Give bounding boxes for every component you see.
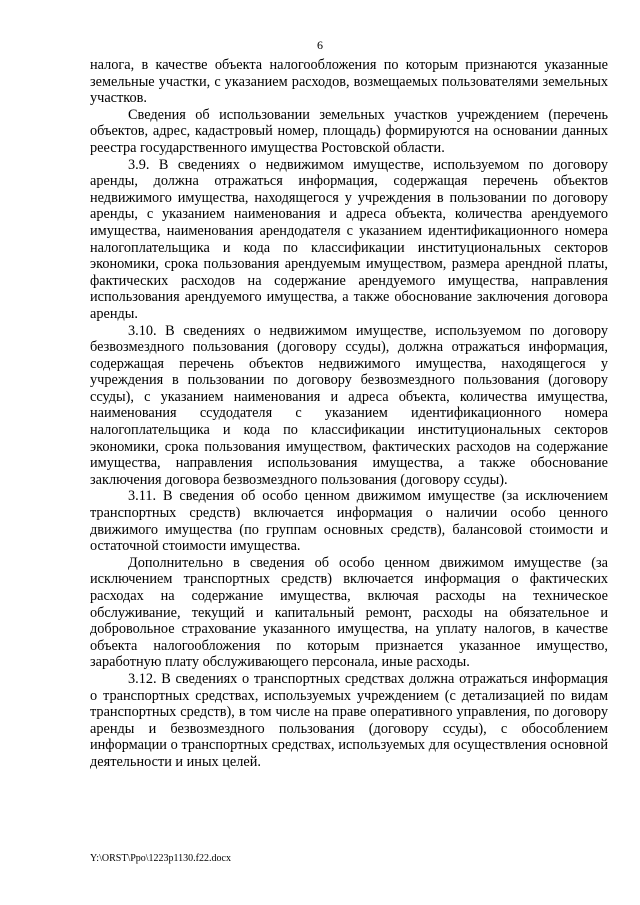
paragraph-3-11: 3.11. В сведения об особо ценном движимом имуществе (за исключением транспортных средств) включается информация о наличии особо ценного движимого имущества (по группам основных средств), балансовой стоимости и остаточной стоимости имущества. [90,488,608,555]
paragraph-continuation: налога, в качестве объекта налогообложения по которым признаются указанные земельные участки, с указанием расходов, возмещаемых пользователями земельных участков. [90,57,608,107]
paragraph-additional-info: Дополнительно в сведения об особо ценном движимом имуществе (за исключением транспортных средств) включается информация о фактических расходах на содержание имущества, включая расходы на техническое обслуживание, текущий и капитальный ремонт, расходы на обязательное и добровольное страхование указанного имущества, на уплату налогов, в качестве объекта налогообложения по которым признается указанное имущество, заработную плату обслуживающего персонала, иные расходы. [90,554,608,671]
paragraph-land-usage: Сведения об использовании земельных участков учреждением (перечень объектов, адрес, кадастровый номер, площадь) формируются на основании данных реестра государственного имущества Ростовской области. [90,106,608,156]
page-number: 6 [317,38,323,52]
paragraph-3-9: 3.9. В сведениях о недвижимом имуществе, используемом по договору аренды, должна отражаться информация, содержащая перечень объектов недвижимого имущества, находящегося у учреждения в пользовании по договору аренды, с указанием наименования и адреса объекта, количества арендуемого имущества, наименования арендодателя с указанием идентификационного номера налогоплательщика и кода по классификации институциональных секторов экономики, срока пользования арендуемым имуществом, размера арендной платы, фактических расходов на содержание арендуемого имущества, направления использования арендуемого имущества, а также обоснование заключения договора аренды. [90,156,608,322]
document-body [90,57,608,771]
paragraph-3-12: 3.12. В сведениях о транспортных средствах должна отражаться информация о транспортных средствах, используемых учреждением (с детализацией по видам транспортных средств), в том числе на праве оперативного управления, по договору аренды и безвозмездного пользования (договору ссуды), с обособлением информации о транспортных средствах, используемых для осуществления основной деятельности и иных целей. [90,670,608,770]
footer-file-path: Y:\ORST\Ppo\1223p1130.f22.docx [90,853,231,864]
paragraph-3-10: 3.10. В сведениях о недвижимом имуществе, используемом по договору безвозмездного пользования (договору ссуды), должна отражаться информация, содержащая перечень объектов недвижимого имущества, находящегося у учреждения в пользовании по договору безвозмездного пользования (договору ссуды), с указанием наименования и адреса объекта, количества имущества, наименования ссудодателя с указанием идентификационного номера налогоплательщика и кода по классификации институциональных секторов экономики, срока пользования имуществом, фактических расходов на содержание имущества, направления использования имущества, а также обоснование заключения договора безвозмездного пользования (договору ссуды). [90,322,608,488]
